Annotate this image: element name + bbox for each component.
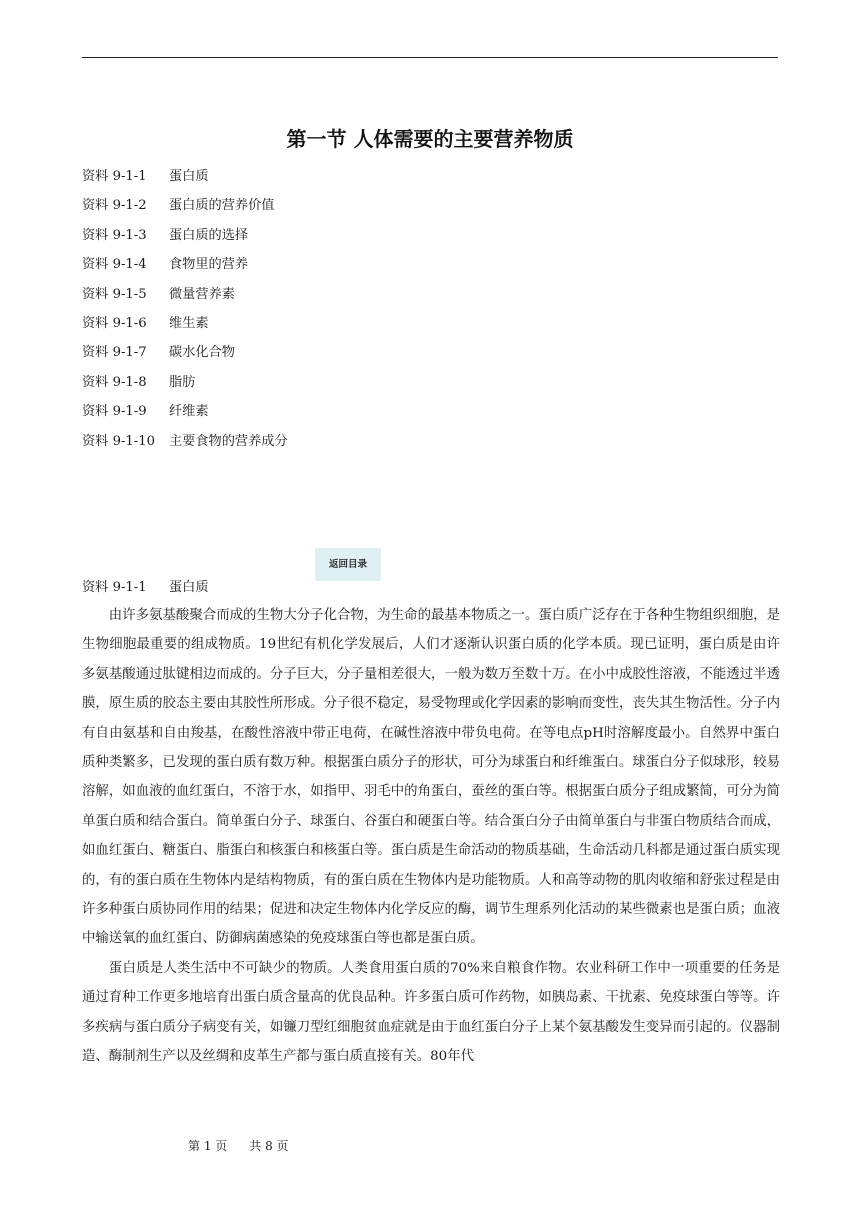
toc-item[interactable] bbox=[82, 368, 288, 397]
toc-item-code: 资料 9-1-1 bbox=[82, 169, 147, 184]
body-paragraph: 蛋白质是人类生活中不可缺少的物质。人类食用蛋白质的70%来自粮食作物。农业科研工作中一项重要的任务是通过育种工作更多地培育出蛋白质含量高的优良品种。许多蛋白质可作药物，如胰岛素、干扰素、免疫球蛋白等等。许多疾病与蛋白质分子病变有关，如镰刀型红细胞贫血症就是由于血红蛋白分子上某个氨基酸发生变异而引起的。仪器制造、酶制剂生产以及丝绸和皮革生产都与蛋白质直接有关。80年代 bbox=[82, 960, 780, 1065]
toc-item[interactable] bbox=[82, 250, 288, 279]
toc-item[interactable] bbox=[82, 162, 288, 191]
toc-item[interactable] bbox=[82, 338, 288, 367]
section-body bbox=[82, 601, 780, 1072]
toc-item-label: 纤维素 bbox=[169, 404, 209, 420]
toc-item[interactable] bbox=[82, 427, 288, 456]
page-total: 共 8 页 bbox=[249, 1139, 289, 1153]
toc-item[interactable] bbox=[82, 280, 288, 309]
section-heading bbox=[82, 575, 209, 601]
toc-item-label: 维生素 bbox=[169, 315, 209, 331]
toc-item-code: 资料 9-1-4 bbox=[82, 257, 147, 273]
toc-item-label: 脂肪 bbox=[169, 374, 196, 390]
toc-item-code: 资料 9-1-3 bbox=[82, 227, 147, 243]
toc-item-label: 蛋白质的选择 bbox=[169, 227, 249, 243]
table-of-contents bbox=[82, 162, 288, 456]
toc-item[interactable] bbox=[82, 221, 288, 250]
toc-item-code: 资料 9-1-5 bbox=[82, 286, 147, 302]
section-code: 资料 9-1-1 bbox=[82, 580, 147, 595]
toc-item-code: 资料 9-1-9 bbox=[82, 404, 147, 420]
toc-item-label: 蛋白质的营养价值 bbox=[169, 198, 275, 214]
toc-item[interactable] bbox=[82, 191, 288, 220]
toc-item-label: 微量营养素 bbox=[169, 286, 235, 302]
toc-item-code: 资料 9-1-8 bbox=[82, 374, 147, 390]
toc-item-code: 资料 9-1-7 bbox=[82, 345, 147, 361]
toc-item-label: 蛋白质 bbox=[169, 169, 209, 184]
page-footer bbox=[188, 1137, 289, 1154]
section-label: 蛋白质 bbox=[169, 580, 209, 595]
toc-item-label: 主要食物的营养成分 bbox=[169, 433, 288, 449]
toc-item-label: 食物里的营养 bbox=[169, 257, 249, 273]
toc-item[interactable] bbox=[82, 397, 288, 426]
header-rule bbox=[82, 57, 778, 58]
toc-item-code: 资料 9-1-6 bbox=[82, 315, 147, 331]
back-to-contents-button[interactable]: 返回目录 bbox=[315, 548, 381, 581]
body-paragraph: 由许多氨基酸聚合而成的生物大分子化合物，为生命的最基本物质之一。蛋白质广泛存在于各种生物组织细胞，是生物细胞最重要的组成物质。19世纪有机化学发展后，人们才逐渐认识蛋白质的化学本质。现已证明，蛋白质是由许多氨基酸通过肽键相边而成的。分子巨大，分子量相差很大，一般为数万至数十万。在小中成胶性溶液，不能透过半透膜，原生质的胶态主要由其胶性所形成。分子很不稳定，易受物理或化学因素的影响而变性，丧失其生物活性。分子内有自由氨基和自由羧基，在酸性溶液中带正电荷，在碱性溶液中带负电荷。在等电点pH时溶解度最小。自然界中蛋白质种类繁多，已发现的蛋白质有数万种。根据蛋白质分子的形状，可分为球蛋白和纤维蛋白。球蛋白分子似球形，较易溶解，如血液的血红蛋白，不溶于水，如指甲、羽毛中的角蛋白，蚕丝的蛋白等。根据蛋白质分子组成繁简，可分为简单蛋白质和结合蛋白。简单蛋白分子、球蛋白、谷蛋白和硬蛋白等。结合蛋白分子由简单蛋白与非蛋白物质结合而成，如血红蛋白、糖蛋白、脂蛋白和核蛋白和核蛋白等。蛋白质是生命活动的物质基础，生命活动几科都是通过蛋白质实现的，有的蛋白质在生物体内是结构物质，有的蛋白质在生物体内是功能物质。人和高等动物的肌肉收缩和舒张过程是由许多种蛋白质协同作用的结果；促进和决定生物体内化学反应的酶，调节生理系列化活动的某些微素也是蛋白质；血液中输送氧的血红蛋白、防御病菌感染的免疫球蛋白等也都是蛋白质。 bbox=[82, 608, 780, 947]
toc-item-code: 资料 9-1-2 bbox=[82, 198, 147, 214]
page-number: 第 1 页 bbox=[188, 1139, 228, 1153]
toc-item-code: 资料 9-1-10 bbox=[82, 433, 156, 449]
page-title: 第一节 人体需要的主要营养物质 bbox=[286, 127, 574, 151]
toc-item[interactable] bbox=[82, 309, 288, 338]
toc-item-label: 碳水化合物 bbox=[169, 345, 235, 361]
